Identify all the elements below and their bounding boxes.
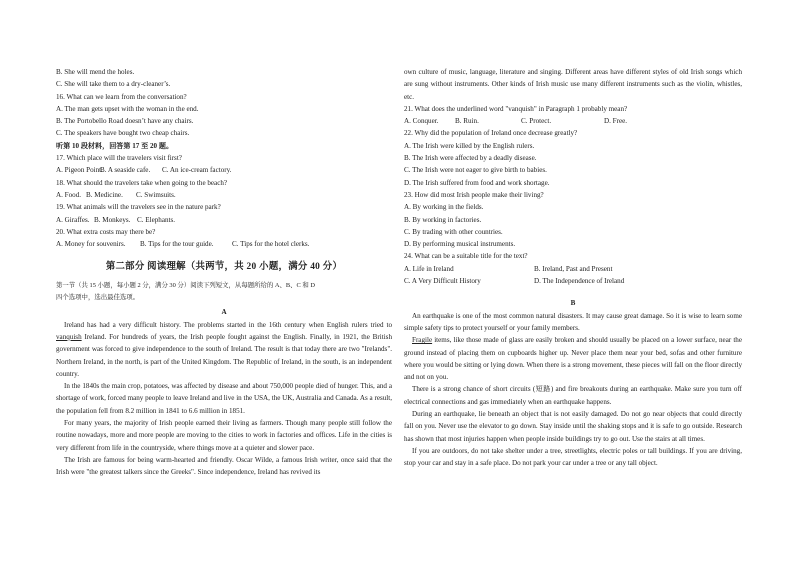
option-a: A. By working in the fields. xyxy=(404,203,484,212)
option-d: D. By performing musical instruments. xyxy=(404,240,516,249)
question-22: 22. Why did the population of Ireland once decrease greatly? xyxy=(404,129,578,138)
underlined-word-fragile: Fragile xyxy=(412,336,433,345)
question-18: 18. What should the travelers take when going to the beach? xyxy=(56,178,228,187)
question-20-options xyxy=(56,238,392,250)
passage-b-paragraph-4: During an earthquake, lie beneath an object that is not easily damaged. Do not go near objects that could directly fall on you. Never use the elevator to go down. Stay inside until the shaking stops and it is safe to go outside. Research has shown that most injuries happen when people inside buildings try to go out. Use the stairs at all times. xyxy=(404,410,742,443)
option-b: B. Tips for the tour guide. xyxy=(140,240,214,249)
question-16: 16. What can we learn from the conversation? xyxy=(56,92,187,101)
option-b: B. A seaside cafe. xyxy=(100,166,151,175)
option-d: D. The Independence of Ireland xyxy=(534,277,625,286)
option-b: B. Ruin. xyxy=(455,117,479,126)
passage-b-paragraph-3: There is a strong chance of short circuits (短路) and fire breakouts during an earthquake. Make sure you turn off electrical connections and gas immediately when an earthquake happens. xyxy=(404,385,742,406)
option-d: D. Free. xyxy=(604,117,628,126)
passage-a-paragraph-4: The Irish are famous for being warm-hearted and friendly. Oscar Wilde, a famous Irish writer, once said that the Irish were "the greatest talkers since the Greeks". Since independence, Ireland has revived its xyxy=(56,455,392,477)
option-a: A. Pigeon Point. xyxy=(56,166,103,175)
passage-a-paragraph-1 xyxy=(56,319,392,380)
option-d: D. The Irish suffered from food and work shortage. xyxy=(404,178,550,187)
question-21-options xyxy=(404,115,742,127)
option-line: C. She will take them to a dry-cleaner’s. xyxy=(56,80,171,89)
question-24-options-row-2 xyxy=(404,275,742,287)
option-c: C. Protect. xyxy=(521,117,552,126)
underlined-word-vanquish: vanquish xyxy=(56,332,82,341)
question-24: 24. What can be a suitable title for the text? xyxy=(404,252,528,261)
option-a: A. Money for souvenirs. xyxy=(56,240,126,249)
passage-b-label: B xyxy=(570,299,576,308)
listening-material-10-heading: 听第 10 段材料，回答第 17 至 20 题。 xyxy=(56,141,174,150)
option-b: B. By working in factories. xyxy=(404,215,482,224)
option-a: A. Conquer. xyxy=(404,117,439,126)
option-a: A. The Irish were killed by the English rulers. xyxy=(404,141,535,150)
option-line: C. The speakers have bought two cheap chairs. xyxy=(56,129,190,138)
paragraph-text: Ireland has had a very difficult history. The problems started in the 16th century when English rulers tried to xyxy=(64,320,392,329)
option-c: C. By trading with other countries. xyxy=(404,227,503,236)
passage-b-paragraph-1: An earthquake is one of the most common natural disasters. It may cause great damage. So it is wise to learn some simple safety tips to protect yourself or your family members. xyxy=(404,311,742,332)
paragraph-text: Ireland. For hundreds of years, the Irish people fought against the English. Finally, in 1921, the British government was forced to give independence to the south of Ireland. The result is that today there are two "Irelands". Northern Ireland, in the north, is part of the United Kingdom. The Republic of Ireland, in the south, is an independent country. xyxy=(56,332,392,378)
option-c: C. Elephants. xyxy=(137,215,176,224)
option-a: A. Food. xyxy=(56,190,82,199)
option-c: C. Tips for the hotel clerks. xyxy=(232,240,310,249)
right-column xyxy=(404,66,742,470)
option-b: B. Ireland, Past and Present xyxy=(534,264,613,273)
passage-a-continuation: own culture of music, language, literature and singing. Different areas have different styles of old Irish songs which are sung without instruments. Other kinds of Irish music use many different instruments such as the violin, whistles, etc. xyxy=(404,68,742,101)
option-line: B. The Portobello Road doesn’t have any chairs. xyxy=(56,117,194,126)
passage-b-paragraph-2 xyxy=(404,334,742,383)
question-23: 23. How did most Irish people make their living? xyxy=(404,190,544,199)
option-a: A. Giraffes. xyxy=(56,215,90,224)
question-19-options xyxy=(56,214,392,226)
question-17: 17. Which place will the travelers visit first? xyxy=(56,154,182,163)
question-20: 20. What extra costs may there be? xyxy=(56,227,156,236)
passage-a-label: A xyxy=(221,308,227,317)
option-b: B. Medicine. xyxy=(86,190,123,199)
passage-a-paragraph-3: For many years, the majority of Irish people earned their living as farmers. Though many people still follow the routine nowadays, more and more people are moving to the cities to work in factories and offices. Life in the cities is very different from life in the countryside, where things move at a quieter and slower pace. xyxy=(56,419,392,452)
option-c: C. An ice-cream factory. xyxy=(162,166,232,175)
option-b: B. The Irish were affected by a deadly disease. xyxy=(404,154,537,163)
option-line: B. She will mend the holes. xyxy=(56,68,135,76)
part-two-title: 第二部分 阅读理解（共两节，共 20 小题，满分 40 分） xyxy=(105,262,343,273)
option-b: B. Monkeys. xyxy=(94,215,131,224)
option-line: A. The man gets upset with the woman in the end. xyxy=(56,104,199,113)
option-c: C. The Irish were not eager to give birth to babies. xyxy=(404,166,547,175)
option-a: A. Life in Ireland xyxy=(404,264,454,273)
question-18-options xyxy=(56,189,392,201)
question-21: 21. What does the underlined word "vanquish" in Paragraph 1 probably mean? xyxy=(404,104,628,113)
option-c: C. A Very Difficult History xyxy=(404,277,481,286)
option-c: C. Swimsuits. xyxy=(136,190,176,199)
left-column xyxy=(56,66,392,479)
passage-b-paragraph-5: If you are outdoors, do not take shelter under a tree, streetlights, electric poles or tall buildings. If you are driving, stop your car and stay in a safe place. Do not park your car under a tree or any tall object. xyxy=(404,446,742,468)
question-19: 19. What animals will the travelers see in the nature park? xyxy=(56,203,221,212)
passage-a-paragraph-2: In the 1840s the main crop, potatoes, was affected by disease and about 750,000 people died of hunger. This, and a shortage of work, forced many people to leave Ireland and live in the USA, the UK, Australia and Canada. As a result, the population fell from 8.2 million in 1841 to 6.6 million in 1851. xyxy=(56,382,392,415)
part-two-instruction-line-2: 四个选项中，选出最佳选项。 xyxy=(56,294,140,302)
part-two-instruction-line-1: 第一节（共 15 小题，每小题 2 分，满分 30 分）阅读下列短文，从每题所给的 A、B、C 和 D xyxy=(56,281,315,289)
paragraph-text: items, like those made of glass are easily broken and should usually be placed on a lower surface, near the ground instead of placing them on cupboards higher up. Never place them near your bed, sofas and other furniture where you would be sitting or lying down. When there is a strong movement, these pieces will fall on the floor directly and not on you. xyxy=(404,336,742,382)
question-24-options-row-1 xyxy=(404,263,742,275)
question-17-options xyxy=(56,164,392,176)
